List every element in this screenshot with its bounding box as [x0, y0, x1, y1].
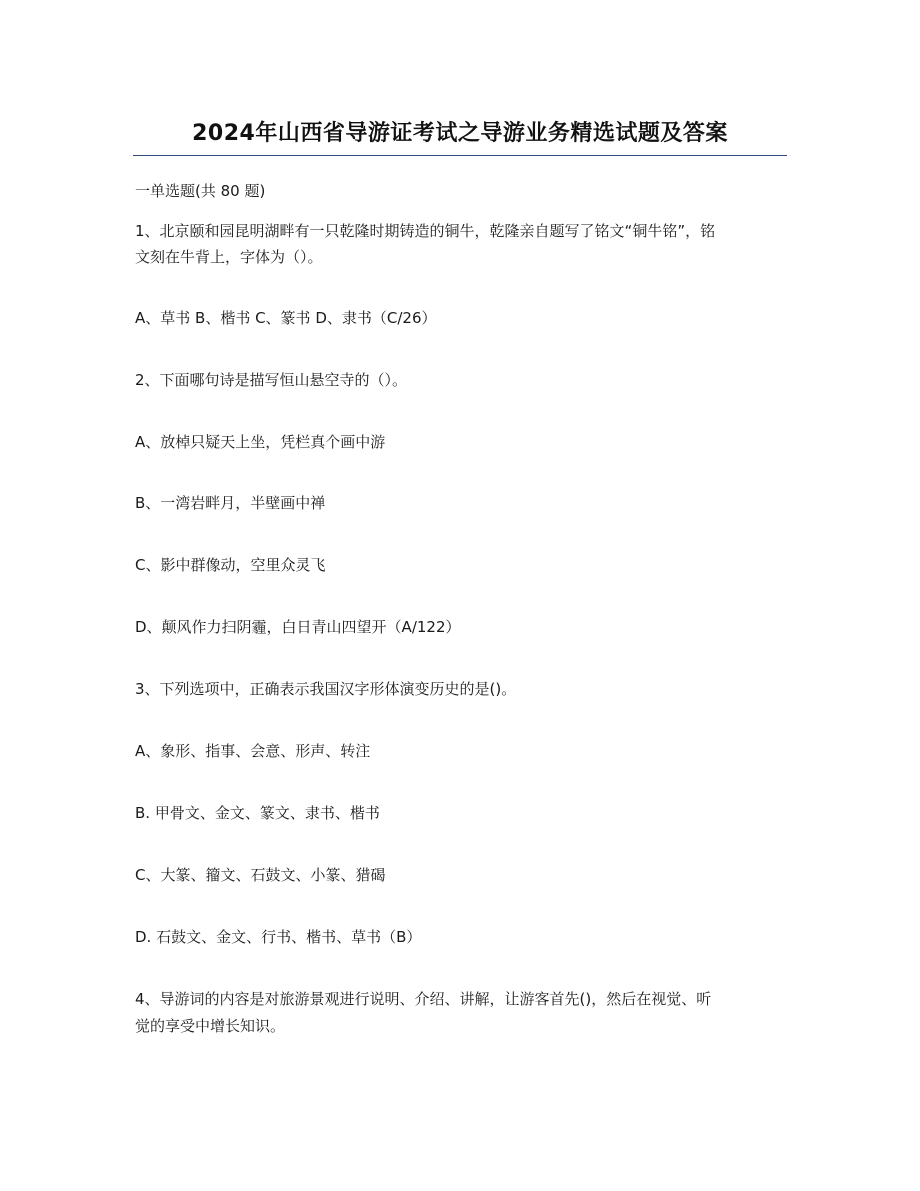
question-4-text-line-2: 觉的享受中增长知识。 — [135, 1017, 286, 1035]
question-2-option-d: D、颠风作力扫阴霾，白日青山四望开（A/122） — [135, 618, 461, 636]
question-2-option-c: C、影中群像动，空里众灵飞 — [135, 556, 326, 574]
question-2-option-b: B、一湾岩畔月，半壁画中禅 — [135, 494, 326, 512]
question-3-option-b: B. 甲骨文、金文、篆文、隶书、楷书 — [135, 804, 380, 822]
question-3-text: 3、下列选项中，正确表示我国汉字形体演变历史的是()。 — [135, 680, 517, 698]
section-heading: 一单选题(共 80 题) — [135, 182, 266, 200]
document-title: 2024年山西省导游证考试之导游业务精选试题及答案 — [192, 121, 728, 146]
question-1-options: A、草书 B、楷书 C、篆书 D、隶书（C/26） — [135, 309, 437, 327]
question-4-text-line-1: 4、导游词的内容是对旅游景观进行说明、介绍、讲解，让游客首先()，然后在视觉、听 — [135, 990, 712, 1008]
question-2-text: 2、下面哪句诗是描写恒山悬空寺的（）。 — [135, 371, 408, 389]
title-underline — [133, 155, 787, 156]
question-1-text-line-2: 文刻在牛背上，字体为（）。 — [135, 248, 323, 266]
question-3-option-c: C、大篆、籀文、石鼓文、小篆、猎碣 — [135, 866, 386, 884]
question-3-option-d: D. 石鼓文、金文、行书、楷书、草书（B） — [135, 928, 422, 946]
question-3-option-a: A、象形、指事、会意、形声、转注 — [135, 742, 371, 760]
question-1-text-line-1: 1、北京颐和园昆明湖畔有一只乾隆时期铸造的铜牛，乾隆亲自题写了铭文“铜牛铭”，铭 — [135, 222, 716, 240]
question-2-option-a: A、放棹只疑天上坐，凭栏真个画中游 — [135, 433, 386, 451]
